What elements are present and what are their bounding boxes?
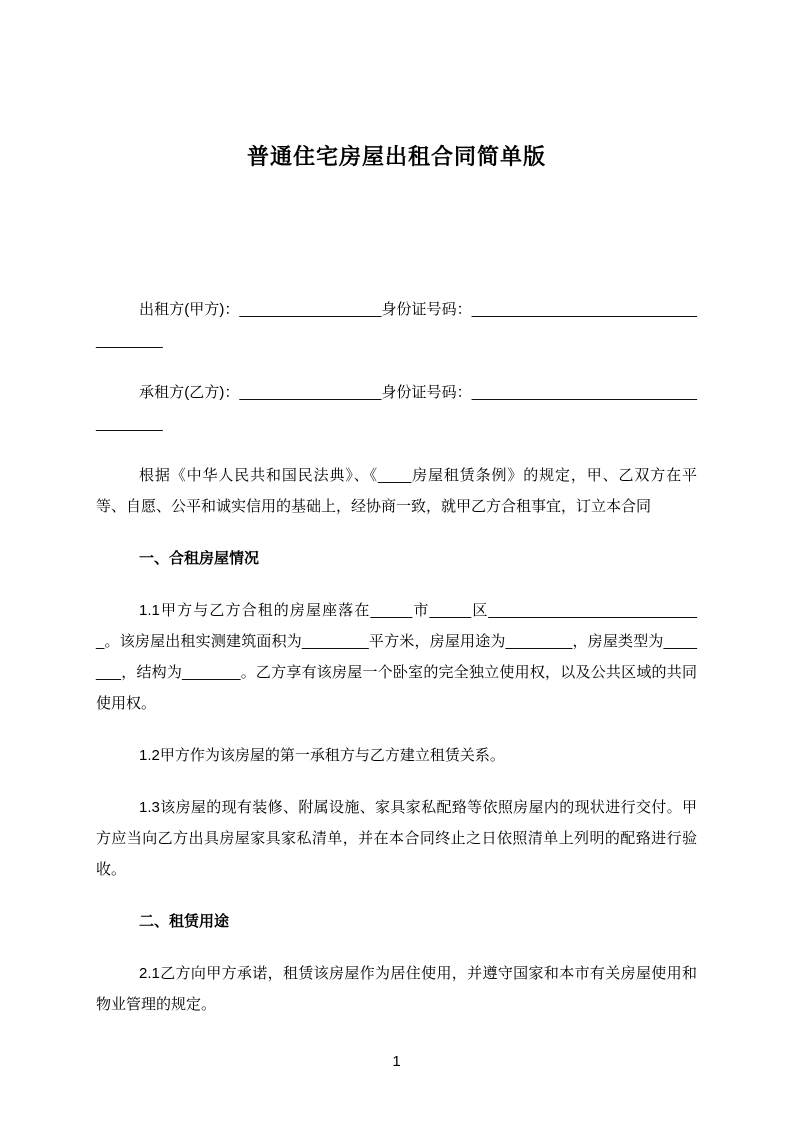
- party-lessee-line: 承租方(乙方)：_________________身份证号码：___________________________________: [96, 384, 697, 432]
- clause-2-1: 2.1乙方向甲方承诺，租赁该房屋作为居住使用，并遵守国家和本市有关房屋使用和物业管理的规定。: [96, 965, 697, 1013]
- document-content: [96, 140, 697, 1041]
- section-2-heading: 二、租赁用途: [139, 913, 230, 930]
- section-1-heading: 一、合租房屋情况: [139, 550, 260, 567]
- page-number: 1: [392, 1053, 401, 1070]
- clause-1-3: 1.3该房屋的现有装修、附属设施、家具家私配臵等依照房屋内的现状进行交付。甲方应当向乙方出具房屋家具家私清单，并在本合同终止之日依照清单上列明的配臵进行验收。: [96, 799, 697, 878]
- preamble-paragraph: 根据《中华人民共和国民法典》、《____房屋租赁条例》的规定，甲、乙双方在平等、自愿、公平和诚实信用的基础上，经协商一致，就甲乙方合租事宜，订立本合同: [96, 467, 697, 515]
- clause-1-1: 1.1甲方与乙方合租的房屋座落在_____市_____区__________________________。该房屋出租实测建筑面积为________平方米，房屋用途为________，房屋类型为_______，结构为_______。乙方享有该房屋一个卧室的完全独立使用权，以及公共区域的共同使用权。: [96, 602, 697, 712]
- party-lessor-line: 出租方(甲方)：_________________身份证号码：___________________________________: [96, 301, 697, 349]
- document-title: 普通住宅房屋出租合同简单版: [246, 144, 546, 169]
- clause-1-2: 1.2甲方作为该房屋的第一承租方与乙方建立租赁关系。: [139, 747, 505, 764]
